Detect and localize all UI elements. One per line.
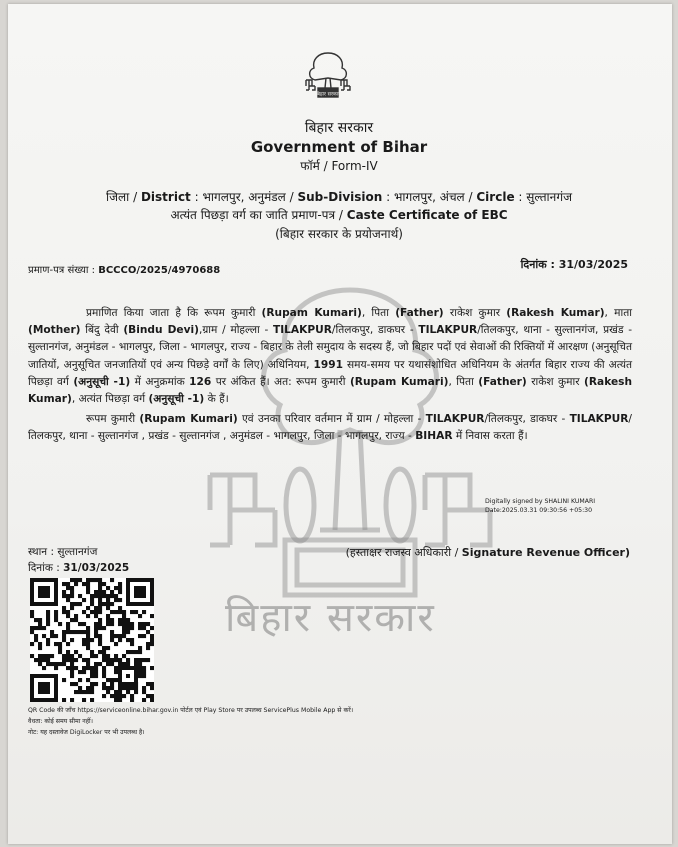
footer-digilocker-note: नोट: यह दस्तावेज DigiLocker पर भी उपलब्ध है। — [28, 729, 145, 736]
header-english: Government of Bihar — [250, 138, 428, 156]
certificate-paragraph-2: रूपम कुमारी (Rupam Kumari) एवं उनका परिवार वर्तमान में ग्राम / मोहल्ला - TILAKPUR/तिलकपुर, डाकघर - TILAKPUR/तिलकपुर, थाना - सुल्तानगंज , प्रखंड - सुल्तानगंज , अनुमंडल - भागलपुर, जिला - भागलपुर, राज्य - BIHAR में निवास करता हैं। — [28, 413, 632, 443]
digital-signature — [485, 497, 595, 515]
certificate-paragraph-1: प्रमाणित किया जाता है कि रूपम कुमारी (Rupam Kumari), पिता (Father) राकेश कुमार (Rakesh Kumar), माता (Mother) बिंदु देवी (Bindu Devi),ग्राम / मोहल्ला - TILAKPUR/तिलकपुर, डाकघर - TILAKPUR/तिलकपुर, थाना - सुल्तानगंज, प्रखंड - सुल्तानगंज, अनुमंडल - भागलपुर, जिला - भागलपुर, राज्य - बिहार के तेली समुदाय के सदस्य हैं, जो बिहार पदों एवं सेवाओं की रिक्तियों में आरक्षण (अनुसूचित जातियों, अनुसूचित जनजातियों एवं अन्य पिछड़े वर्गों के लिए) अधिनियम, 1991 समय-समय पर यथासंशोधित अधिनियम के अंतर्गत बिहार राज्य की अत्यंत पिछड़ा वर्ग (अनुसूची -1) में अनुक्रमांक 126 पर अंकित हैं। अत: रूपम कुमारी (Rupam Kumari), पिता (Father) राकेश कुमार (Rakesh Kumar), अत्यंत पिछड़ा वर्ग (अनुसूची -1) के हैं। — [28, 307, 633, 406]
form-number: फॉर्म / Form-IV — [300, 159, 378, 173]
header-hindi: बिहार सरकार — [304, 120, 374, 136]
emblem-text: बिहार सरकार — [315, 91, 341, 98]
watermark-text: बिहार सरकार — [225, 595, 436, 641]
certificate-number: प्रमाण-पत्र संख्या : BCCCO/2025/4970688 — [28, 265, 221, 276]
certificate-title: अत्यंत पिछड़ा वर्ग का जाति प्रमाण-पत्र / Caste Certificate of EBC — [170, 208, 508, 222]
signature-date: दिनांक : 31/03/2025 — [28, 562, 130, 574]
digital-signature-name: Digitally signed by SHALINI KUMARI — [485, 498, 596, 505]
place: स्थान : सुल्तानगंज — [28, 546, 98, 558]
issue-date: दिनांक : 31/03/2025 — [520, 258, 628, 271]
bihar-emblem-logo — [300, 50, 356, 100]
location-line: जिला / District : भागलपुर, अनुमंडल / Sub-Division : भागलपुर, अंचल / Circle : सुल्तानगंज — [106, 190, 572, 204]
footer-qr-note: QR Code की जाँच https://serviceonline.bihar.gov.in पोर्टल एवं Play Store पर उपलब्ध ServicePlus Mobile App से करें। — [28, 707, 354, 714]
certificate-purpose: (बिहार सरकार के प्रयोजनार्थ) — [275, 227, 403, 241]
digital-signature-date: Date:2025.03.31 09:30:56 +05:30 — [485, 507, 593, 514]
footer-validity: वैधता: कोई समय सीमा नहीं। — [28, 718, 93, 725]
qr-code — [30, 578, 154, 702]
signing-officer: (हस्ताक्षर राजस्व अधिकारी / Signature Revenue Officer) — [345, 546, 630, 559]
